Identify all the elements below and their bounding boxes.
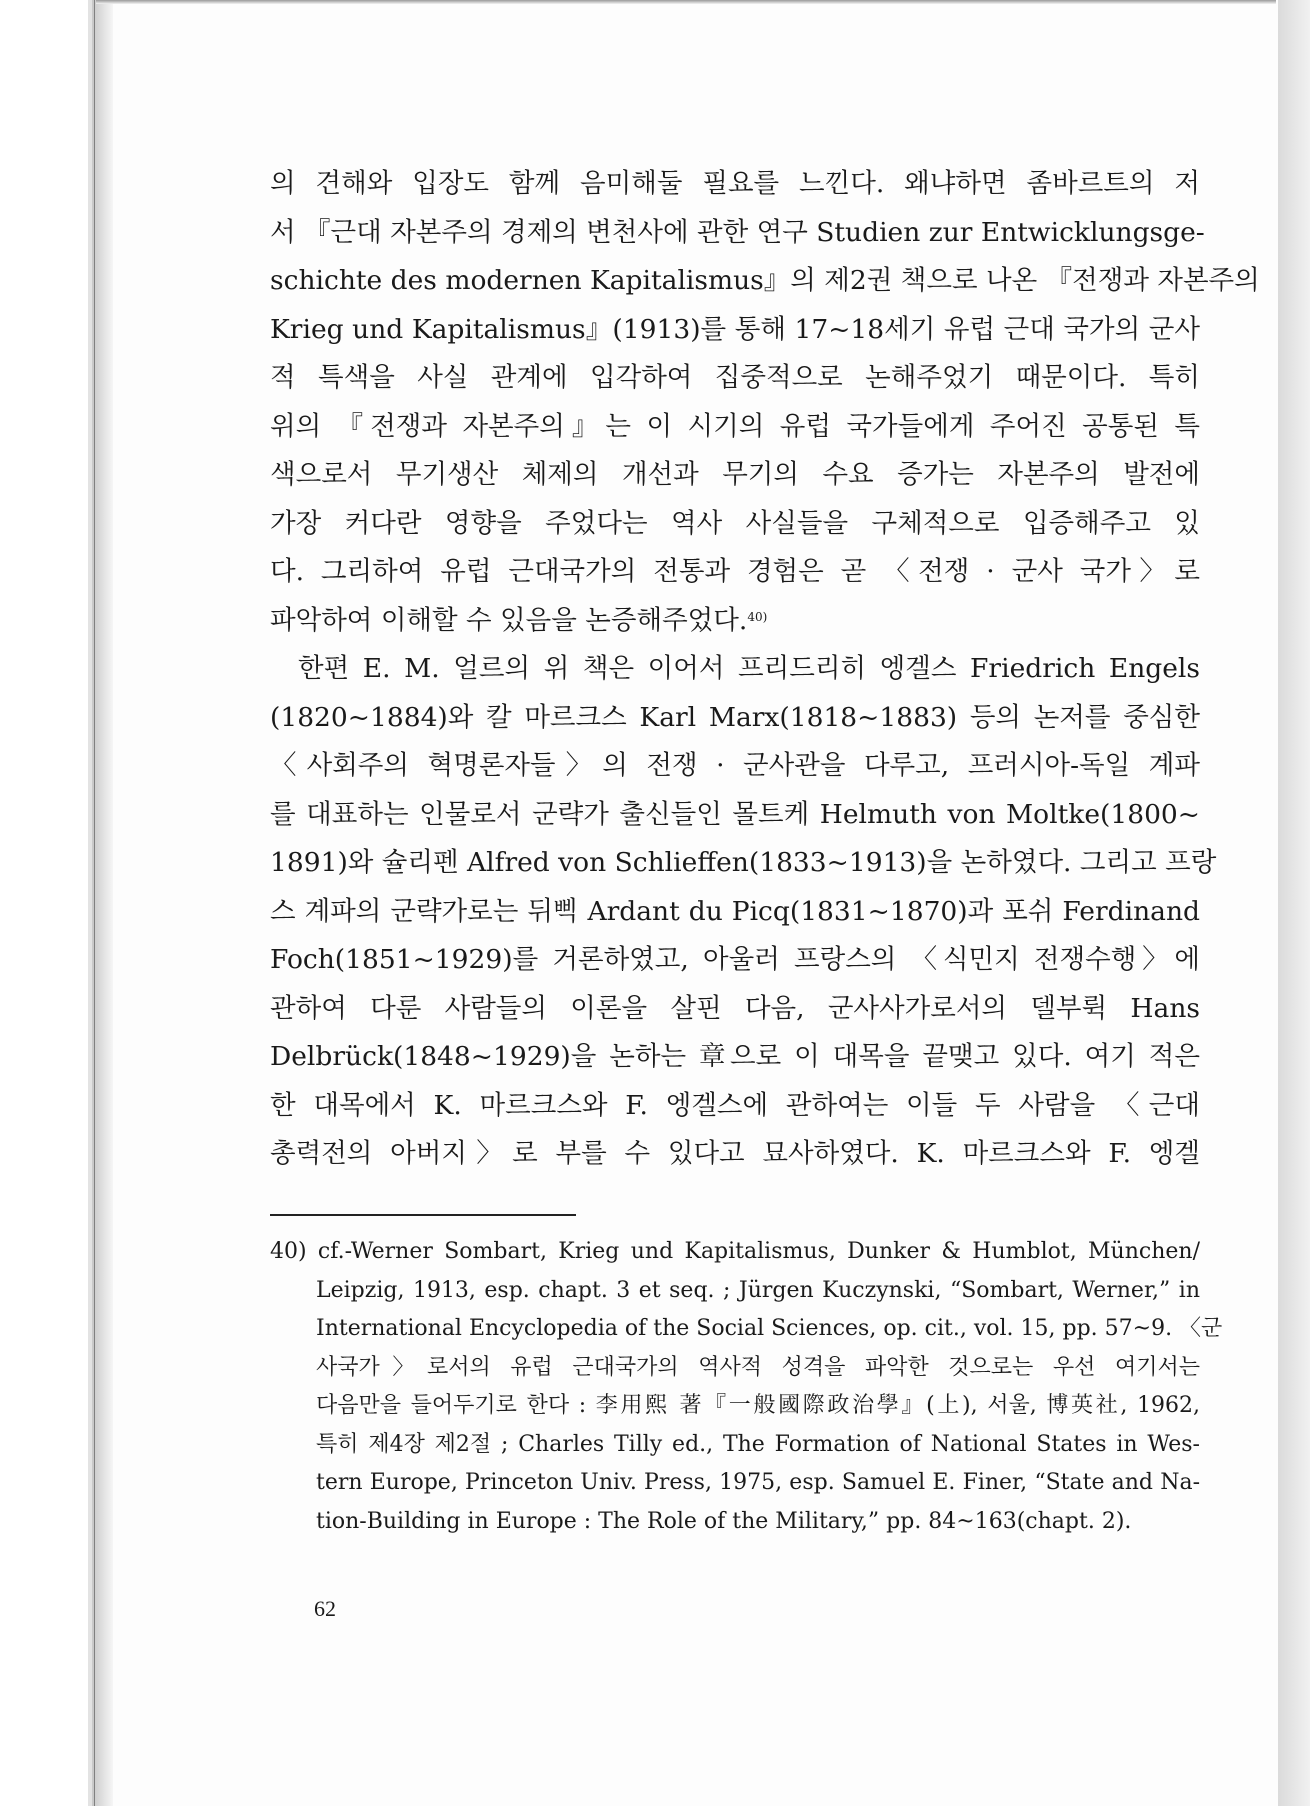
paragraph-line: 관하여 다룬 사람들의 이론을 살핀 다음, 군사사가로서의 델부뤽 Hans [270,992,1200,1024]
footnote-line: 사국가〉로서의 유럽 근대국가의 역사적 성격을 파악한 것으로는 우선 여기서는 [316,1354,1200,1380]
body-line: 다. 그리하여 유럽 근대국가의 전통과 경험은 곧 〈전쟁 · 군사 국가〉로 [270,556,1200,587]
paragraph-line: 1891)와 슐리펜 Alfred von Schlieffen(1833~1913)을 논하였다. 그리고 프랑 [270,847,1217,878]
footnote-divider [270,1214,576,1216]
body-line: 적 특색을 사실 관계에 입각하여 집중적으로 논해주었기 때문이다. 특히 [270,362,1200,393]
body-line-with-footnote [270,597,1200,646]
paragraph-line: (1820~1884)와 칼 마르크스 Karl Marx(1818~1883) 등의 논저를 중심한 [270,701,1200,733]
paragraph-line: 총력전의 아버지〉로 부를 수 있다고 묘사하였다. K. 마르크스와 F. 엥겔 [270,1138,1200,1169]
footnote-line: 다음만을 들어두기로 한다 : 李用熙 著『一般國際政治學』(上), 서울, 博英社, 1962, [316,1393,1200,1418]
footnote-line: International Encyclopedia of the Social Sciences, op. cit., vol. 15, pp. 57~9. 〈군 [316,1316,1223,1341]
footnote-reference[interactable]: 40) [747,609,768,624]
body-line: 가장 커다란 영향을 주었다는 역사 사실들을 구체적으로 입증해주고 있 [270,507,1200,539]
body-line: 서 『근대 자본주의 경제의 변천사에 관한 연구 Studien zur Entwicklungsge- [270,216,1205,248]
footnote-line: 특히 제4장 제2절 ; Charles Tilly ed., The Formation of National States in Wes- [316,1431,1200,1457]
paragraph-line: 를 대표하는 인물로서 군략가 출신들인 몰트케 Helmuth von Moltke(1800~ [270,798,1200,830]
page-top-edge [96,0,1276,4]
scan-right-shadow [1276,0,1310,1806]
paragraph-line: Foch(1851~1929)를 거론하였고, 아울러 프랑스의 〈식민지 전쟁수행〉에 [270,944,1200,975]
paragraph-line: 한 대목에서 K. 마르크스와 F. 엥겔스에 관하여는 이들 두 사람을 〈근대 [270,1089,1200,1121]
body-line: 색으로서 무기생산 체제의 개선과 무기의 수요 증가는 자본주의 발전에 [270,459,1200,490]
body-line: 위의 『전쟁과 자본주의』는 이 시기의 유럽 국가들에게 주어진 공통된 특 [270,410,1200,442]
body-line: schichte des modernen Kapitalismus』의 제2권 책으로 나온 『전쟁과 자본주의 [270,265,1260,296]
paragraph-line: 한편 E. M. 얼르의 위 책은 이어서 프리드리히 엥겔스 Friedrich Engels [298,653,1200,684]
page-number: 62 [314,1596,336,1621]
footnote-line: Leipzig, 1913, esp. chapt. 3 et seq. ; Jürgen Kuczynski, “Sombart, Werner,” in [316,1277,1200,1303]
body-line: Krieg und Kapitalismus』(1913)를 통해 17~18세기 유럽 근대 국가의 군사 [270,313,1200,345]
footnotes [270,1233,1223,1541]
body-text [270,160,1260,1179]
body-line-text: 파악하여 이해할 수 있음을 논증해주었다. [270,604,748,636]
body-line: 의 견해와 입장도 함께 음미해둘 필요를 느낀다. 왜냐하면 좀바르트의 저 [270,168,1200,199]
footnote-line: 40) cf.-Werner Sombart, Krieg und Kapitalismus, Dunker & Humblot, München/ [270,1239,1200,1264]
paragraph-line: Delbrück(1848~1929)을 논하는 章으로 이 대목을 끝맺고 있다. 여기 적은 [270,1041,1200,1072]
footnote-line: tern Europe, Princeton Univ. Press, 1975, esp. Samuel E. Finer, “State and Na- [316,1470,1200,1495]
paragraph-line: 스 계파의 군략가로는 뒤삑 Ardant du Picq(1831~1870)과 포쉬 Ferdinand [270,895,1200,927]
page-fold-edge [94,0,113,1806]
paragraph-line: 〈사회주의 혁명론자들〉의 전쟁 · 군사관을 다루고, 프러시아-독일 계파 [270,750,1200,781]
footnote-line: tion-Building in Europe : The Role of the Military,” pp. 84~163(chapt. 2). [316,1508,1132,1534]
